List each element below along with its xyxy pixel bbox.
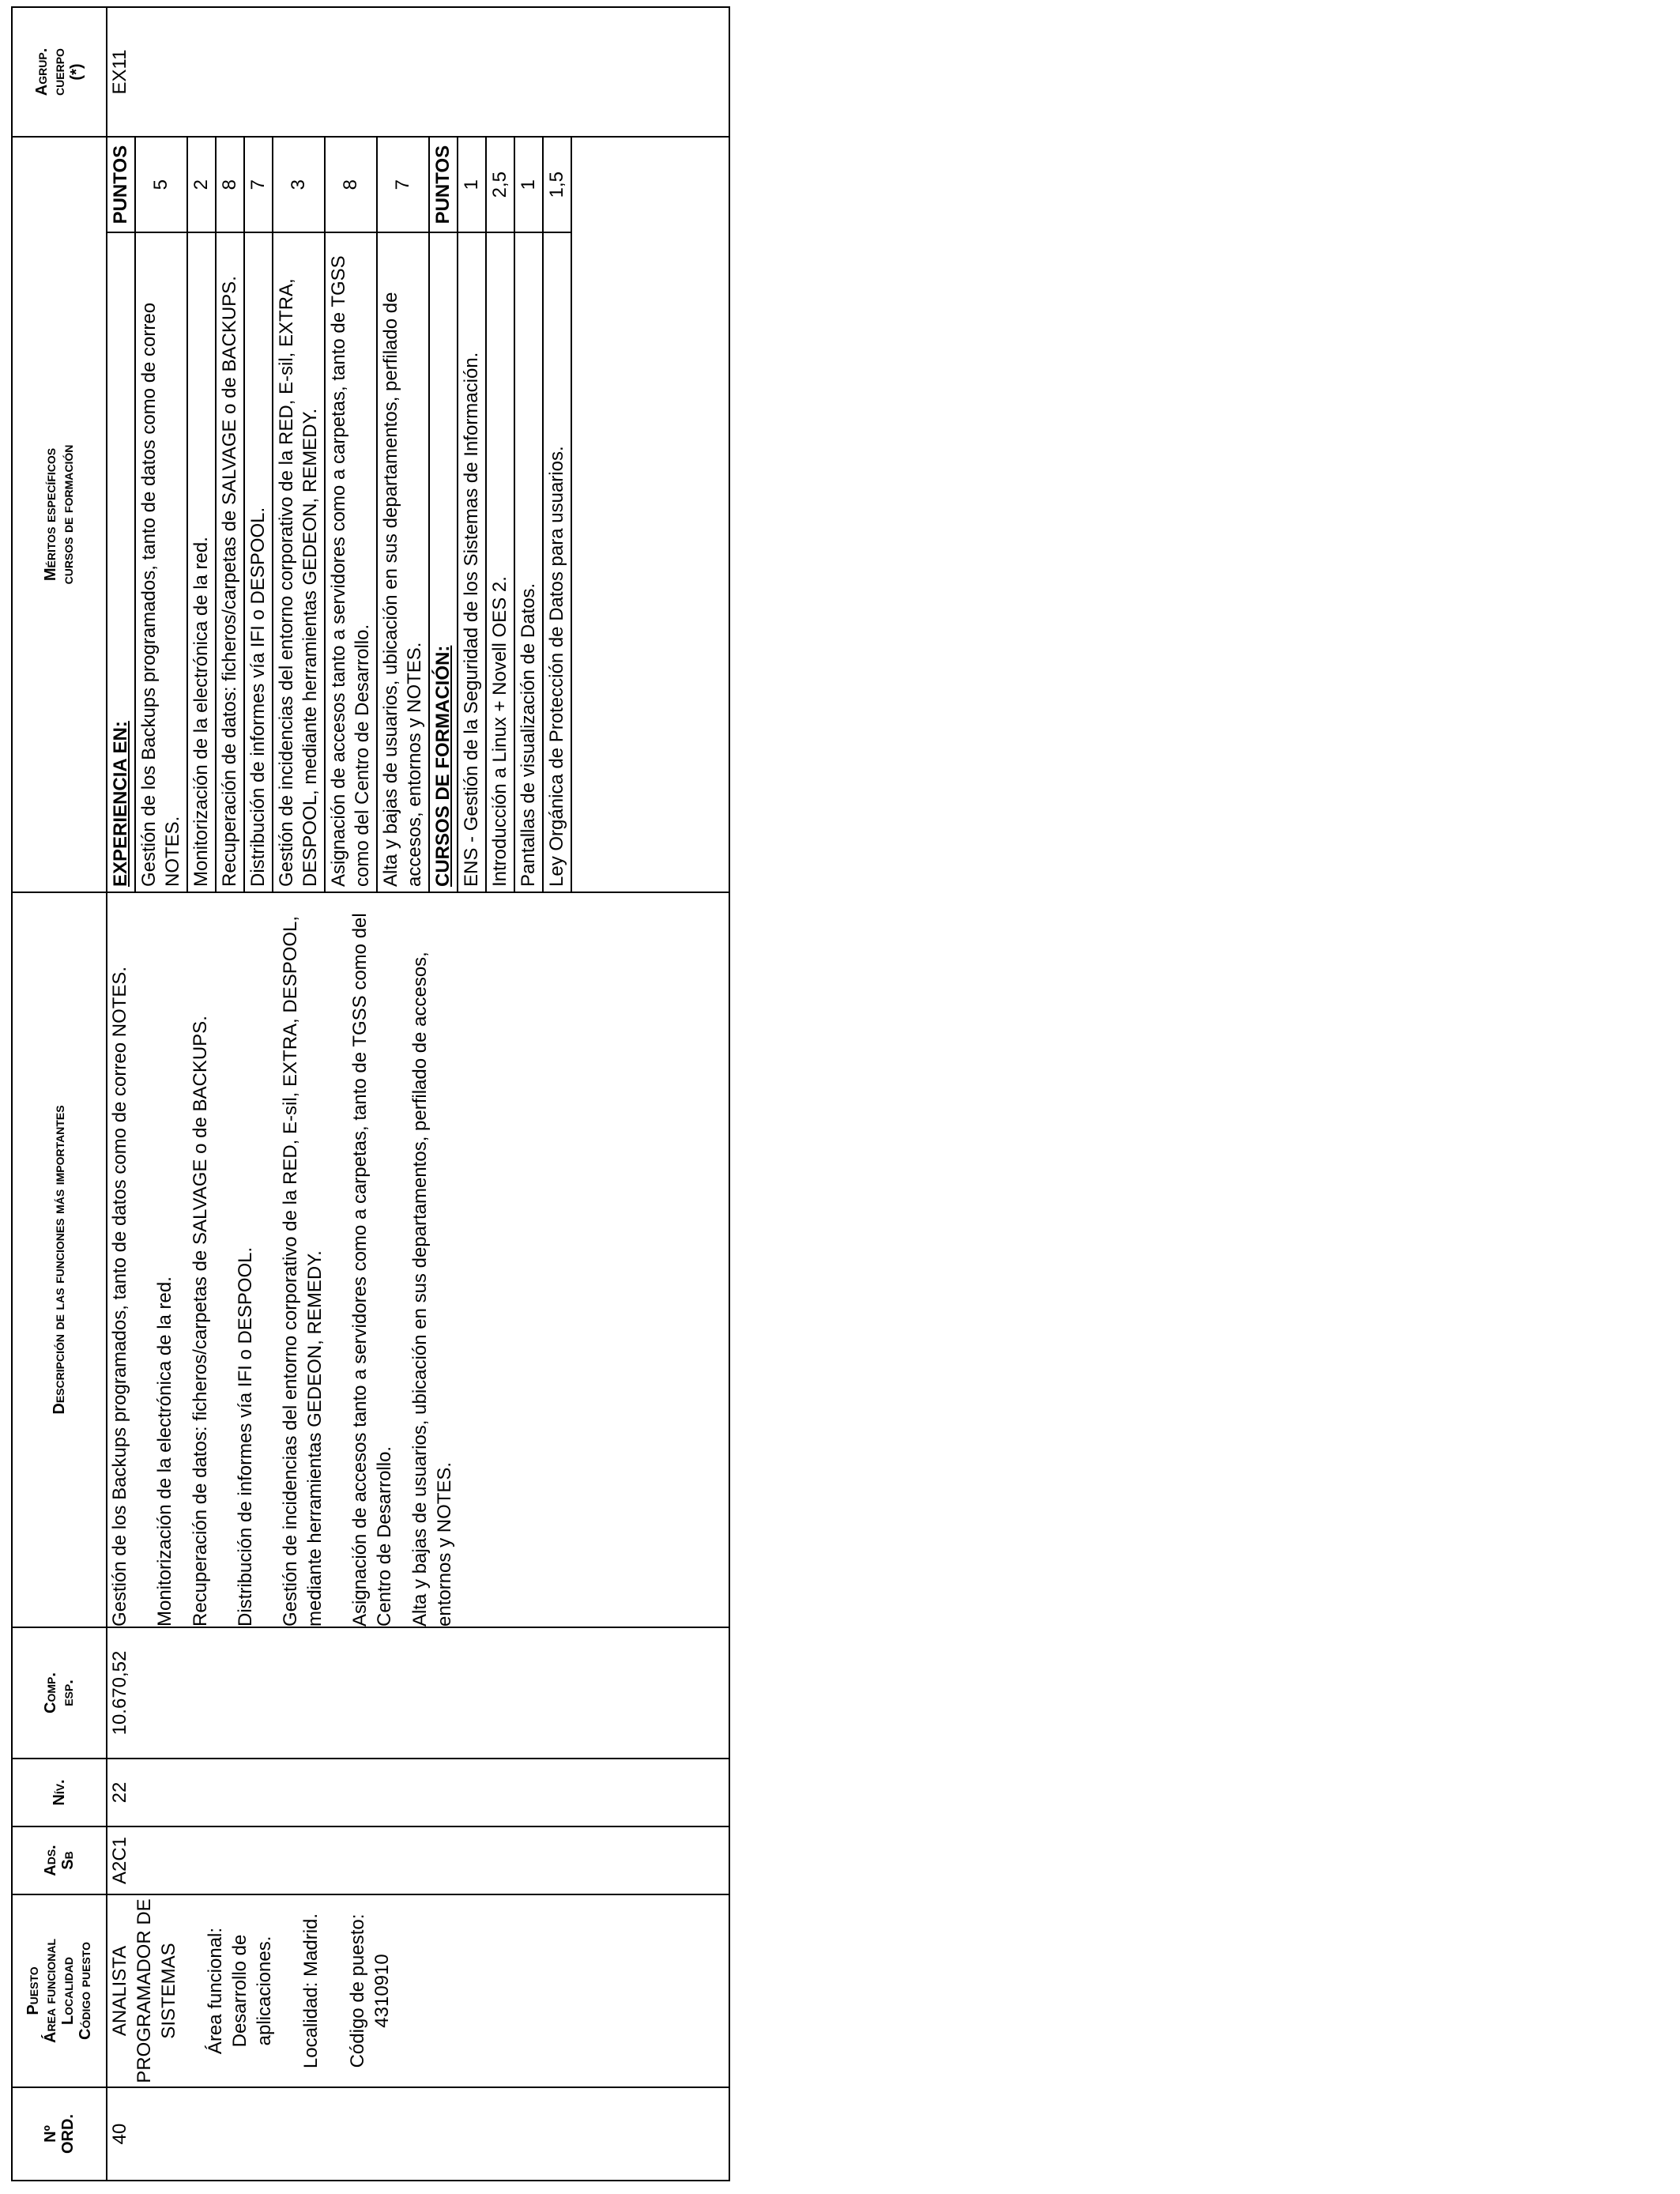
comp-value: 10.670,52 <box>107 1627 729 1759</box>
merito-text: Alta y bajas de usuarios, ubicación en sus departamentos, perfilado de accesos, entornos y NOTES. <box>377 232 429 892</box>
merito-text: Gestión de los Backups programados, tanto de datos como de correo NOTES. <box>135 232 187 892</box>
cursos-title: CURSOS DE FORMACIÓN: <box>429 232 458 892</box>
funcion-item: Gestión de los Backups programados, tanto de datos como de correo NOTES. <box>109 966 130 1627</box>
curso-text: Introducción a Linux + Novell OES 2. <box>486 232 514 892</box>
merito-points: 5 <box>135 138 187 232</box>
merito-row <box>273 138 325 892</box>
merito-row <box>216 138 244 892</box>
curso-row <box>458 138 486 892</box>
funcion-item: Alta y bajas de usuarios, ubicación en sus departamentos, perfilado de accesos, entornos y NOTES. <box>409 952 455 1627</box>
position-row <box>107 7 729 2181</box>
positions-table <box>11 6 730 2181</box>
header-row <box>12 7 107 2181</box>
header-agrup: Agrup. cuerpo (*) <box>12 7 107 137</box>
puntos-label: PUNTOS <box>107 138 135 232</box>
funcion-item: Monitorización de la electrónica de la red. <box>154 1276 175 1627</box>
codigo-label: Código de puesto: <box>347 1913 368 2068</box>
merito-row <box>135 138 187 892</box>
header-ads: Ads. Sb <box>12 1826 107 1894</box>
curso-row <box>514 138 543 892</box>
curso-points: 2,5 <box>486 138 514 232</box>
merito-points: 7 <box>244 138 273 232</box>
curso-points: 1 <box>458 138 486 232</box>
experiencia-title: EXPERIENCIA EN: <box>107 232 135 892</box>
area-value: Desarrollo de aplicaciones. <box>229 1934 275 2048</box>
merito-row <box>187 138 216 892</box>
ads-value: A2C1 <box>107 1826 729 1894</box>
order-number: 40 <box>107 2087 729 2181</box>
funcion-item: Recuperación de datos: ficheros/carpetas de SALVAGE o de BACKUPS. <box>190 1016 211 1627</box>
merito-text: Monitorización de la electrónica de la red. <box>187 232 216 892</box>
funcion-item: Distribución de informes vía IFI o DESPOOL. <box>235 1246 256 1627</box>
nivel-value: 22 <box>107 1759 729 1826</box>
curso-row <box>486 138 514 892</box>
merito-points: 7 <box>377 138 429 232</box>
funciones-cell <box>107 892 729 1627</box>
localidad: Localidad: Madrid. <box>300 1913 322 2069</box>
header-niv: Nív. <box>12 1759 107 1826</box>
meritos-cell <box>107 137 729 892</box>
merito-points: 2 <box>187 138 216 232</box>
curso-text: ENS - Gestión de la Seguridad de los Sistemas de Información. <box>458 232 486 892</box>
header-comp: Comp. esp. <box>12 1627 107 1759</box>
merito-row <box>377 138 429 892</box>
header-meritos: Méritos específicos cursos de formación <box>12 137 107 892</box>
merito-row <box>325 138 377 892</box>
merito-points: 8 <box>325 138 377 232</box>
curso-points: 1,5 <box>543 138 571 232</box>
agrup-value: EX11 <box>107 7 729 137</box>
funcion-item: Gestión de incidencias del entorno corporativo de la RED, E-sil, EXTRA, DESPOOL, mediante herramientas GEDEON, REMEDY. <box>280 915 326 1627</box>
puntos-label: PUNTOS <box>429 138 458 232</box>
merito-points: 3 <box>273 138 325 232</box>
merito-text: Recuperación de datos: ficheros/carpetas de SALVAGE o de BACKUPS. <box>216 232 244 892</box>
merito-text: Gestión de incidencias del entorno corporativo de la RED, E-sil, EXTRA, DESPOOL, mediante herramientas GEDEON, REMEDY. <box>273 232 325 892</box>
curso-text: Ley Orgánica de Protección de Datos para usuarios. <box>543 232 571 892</box>
experiencia-header <box>107 138 135 892</box>
header-descripcion: Descripción de las funciones más importantes <box>12 892 107 1627</box>
merito-row <box>244 138 273 892</box>
cursos-header <box>429 138 458 892</box>
curso-row <box>543 138 571 892</box>
header-puesto: Puesto Área funcional Localidad Código puesto <box>12 1894 107 2087</box>
codigo-value: 4310910 <box>371 1954 393 2028</box>
merito-text: Asignación de accesos tanto a servidores como a carpetas, tanto de TGSS como del Centro de Desarrollo. <box>325 232 377 892</box>
merito-text: Distribución de informes vía IFI o DESPOOL. <box>244 232 273 892</box>
curso-text: Pantallas de visualización de Datos. <box>514 232 543 892</box>
merito-points: 8 <box>216 138 244 232</box>
area-label: Área funcional: <box>205 1927 226 2055</box>
meritos-table <box>107 138 572 892</box>
puesto-cell <box>107 1894 729 2087</box>
header-num: Nº ORD. <box>12 2087 107 2181</box>
curso-points: 1 <box>514 138 543 232</box>
funcion-item: Asignación de accesos tanto a servidores como a carpetas, tanto de TGSS como del Centro de Desarrollo. <box>349 913 395 1627</box>
puesto-name: ANALISTA PROGRAMADOR DE SISTEMAS <box>109 1898 179 2083</box>
